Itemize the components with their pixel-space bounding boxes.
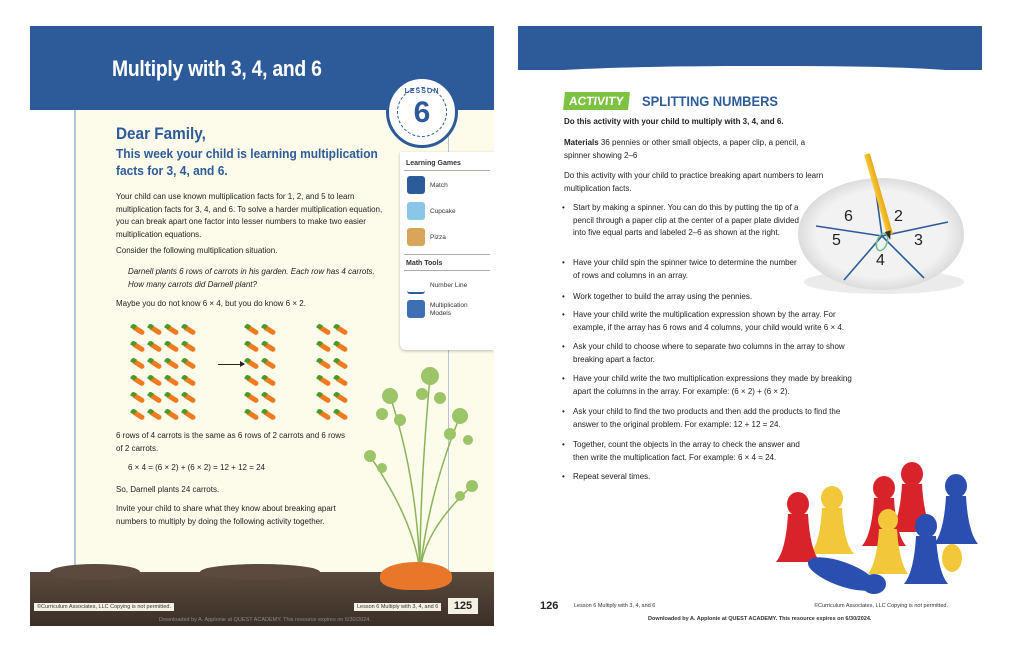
carrot-icon [147, 407, 164, 424]
arrow-icon [218, 364, 244, 365]
step-item [564, 202, 800, 240]
carrot-icon [333, 407, 350, 424]
materials-text [564, 137, 828, 162]
page-number-left: 125 [448, 598, 478, 614]
game-cupcake-label[interactable]: Cupcake [430, 208, 456, 215]
carrot-icon [147, 373, 164, 390]
sidebar-divider [404, 254, 490, 255]
activity-badge: ACTIVITY [563, 92, 630, 110]
subheading: This week your child is learning multiplication facts for 3, 4, and 6. [116, 146, 378, 178]
carrot-icon [181, 407, 198, 424]
step-item [564, 291, 864, 304]
footer-download: Downloaded by A. Applonie at QUEST ACADEMY. This resource expires on 6/30/2024. [648, 616, 872, 622]
tool-number-line-label[interactable]: Number Line [430, 282, 468, 289]
step-item [564, 341, 866, 366]
left-margin [30, 110, 74, 590]
margin-rule [74, 110, 76, 570]
spinner-number: 6 [844, 208, 853, 225]
greeting: Dear Family, [116, 124, 206, 143]
invite-text: Invite your child to share what they know about breaking apart numbers to multiply by doing the following activity together. [116, 504, 336, 526]
intro-paragraph: Your child can use known multiplication facts for 1, 2, and 5 to learn multiplication facts for 3, 4, and 6. To solve a harder multiplication equation, you can break apart one factor into lesser numbers to make two easier multiplication equations. [116, 192, 383, 239]
carrot-icon [130, 356, 147, 373]
so-text: So, Darnell plants 24 carrots. [116, 485, 220, 494]
carrot-icon [147, 390, 164, 407]
match-game-icon[interactable] [407, 176, 425, 194]
carrot-icon [333, 322, 350, 339]
carrot-icon [333, 390, 350, 407]
step-item [564, 257, 800, 282]
carrot-icon [261, 339, 278, 356]
sidebar-divider [404, 170, 490, 171]
equation-text: 6 × 4 = (6 × 2) + (6 × 2) = 12 + 12 = 24 [128, 463, 265, 472]
step-text: • Ask your child to choose where to separate two columns in the array to show breaking apart a factor. [573, 342, 845, 364]
maybe-text: Maybe you do not know 6 × 4, but you do know 6 × 2. [116, 299, 306, 308]
carrot-icon [181, 322, 198, 339]
spinner-number: 2 [894, 208, 903, 225]
carrot-icon [147, 322, 164, 339]
carrot-array-6x2-b [316, 322, 350, 424]
step-text: • Start by making a spinner. You can do this by putting the tip of a pencil through a paper clip at the center of a paper plate divided into five equal parts and labeled 2–6 as shown at the right. [573, 203, 799, 237]
carrot-icon [181, 390, 198, 407]
carrot-icon [333, 356, 350, 373]
carrot-icon [181, 339, 198, 356]
carrot-icon [181, 356, 198, 373]
carrot-icon [164, 407, 181, 424]
right-page [518, 26, 982, 626]
carrot-icon [261, 322, 278, 339]
carrot-icon [147, 356, 164, 373]
footer-lesson: Lesson 6 Multiply with 3, 4, and 6 [354, 603, 441, 611]
carrot-icon [244, 339, 261, 356]
carrot-icon [164, 339, 181, 356]
footer-copyright: ©Curriculum Associates, LLC Copying is not permitted. [34, 603, 174, 611]
activity-title: SPLITTING NUMBERS [642, 93, 778, 109]
left-page [30, 26, 494, 626]
carrot-icon [164, 322, 181, 339]
learning-games-heading: Learning Games [406, 160, 461, 167]
same-as-text: 6 rows of 4 carrots is the same as 6 rows of 2 carrots and 6 rows of 2 carrots. [116, 431, 345, 453]
carrot-icon [244, 373, 261, 390]
math-tools-heading: Math Tools [406, 260, 443, 267]
carrot-icon [316, 322, 333, 339]
game-pizza-label[interactable]: Pizza [430, 234, 446, 241]
spinner-number: 3 [914, 232, 923, 249]
game-pawns-icon [772, 434, 982, 596]
materials-label: Materials [564, 138, 599, 147]
game-match-label[interactable]: Match [430, 182, 448, 189]
carrot-icon [130, 407, 147, 424]
step-item [564, 439, 804, 464]
carrot-icon [333, 339, 350, 356]
page-number-right: 126 [540, 600, 559, 612]
footer-lesson: Lesson 6 Multiply with 3, 4, and 6 [574, 603, 656, 609]
carrot-icon [244, 407, 261, 424]
carrot-icon [261, 407, 278, 424]
carrot-icon [316, 339, 333, 356]
lesson-stamp [386, 76, 458, 148]
tool-multiplication-models-label[interactable]: Multiplication Models [430, 302, 468, 317]
footer-copyright: ©Curriculum Associates, LLC Copying is not permitted. [814, 603, 948, 609]
pizza-game-icon[interactable] [407, 228, 425, 246]
carrot-icon [181, 373, 198, 390]
step-text: • Have your child write the two multiplication expressions they made by breaking apart the columns in the array. For example: (6 × 2) + (6 × 2). [573, 374, 852, 396]
carrot-icon [164, 356, 181, 373]
step-text: • Work together to build the array using the pennies. [573, 292, 753, 301]
step-item [564, 471, 804, 484]
purpose-text: Do this activity with your child to practice breaking apart numbers to learn multiplication facts. [564, 171, 824, 193]
carrot-icon [130, 322, 147, 339]
step-text: • Have your child spin the spinner twice to determine the number of rows and columns in an array. [573, 258, 797, 280]
carrot-icon [164, 390, 181, 407]
resources-sidebar [400, 152, 494, 350]
carrot-icon [316, 373, 333, 390]
carrot-icon [316, 390, 333, 407]
sidebar-divider [404, 270, 490, 271]
activity-lead: Do this activity with your child to multiply with 3, 4, and 6. [564, 117, 784, 126]
carrot-icon [316, 356, 333, 373]
situation-text: Darnell plants 6 rows of carrots in his garden. Each row has 4 carrots. How many carrots did Darnell plant? [128, 267, 375, 289]
consider-text: Consider the following multiplication situation. [116, 246, 278, 255]
number-line-tool-icon[interactable] [407, 276, 425, 294]
carrot-icon [130, 390, 147, 407]
carrot-root-icon [380, 562, 452, 590]
step-item [564, 373, 866, 398]
carrot-icon [333, 373, 350, 390]
lesson-title: Multiply with 3, 4, and 6 [112, 56, 322, 81]
stamp-lesson-number: 6 [413, 96, 431, 129]
multiplication-models-tool-icon[interactable] [407, 300, 425, 318]
carrot-icon [130, 339, 147, 356]
carrot-icon [261, 390, 278, 407]
carrot-array-6x2-a [244, 322, 278, 424]
carrot-array-6x4 [130, 322, 198, 424]
step-item [564, 309, 866, 334]
carrot-icon [130, 373, 147, 390]
carrot-icon [261, 356, 278, 373]
step-text: • Ask your child to find the two products and then add the products to find the answer to the original problem. For example: 12 + 12 = 24. [573, 407, 841, 429]
carrot-icon [244, 322, 261, 339]
materials-list: 36 pennies or other small objects, a paper clip, a pencil, a spinner showing 2–6 [564, 138, 806, 160]
carrot-icon [147, 339, 164, 356]
carrot-icon [316, 407, 333, 424]
step-text: • Together, count the objects in the array to check the answer and then write the multiplication fact. For example: 6 × 4 = 24. [573, 440, 800, 462]
soil-mound [200, 564, 320, 580]
cupcake-game-icon[interactable] [407, 202, 425, 220]
carrot-plant-icon [360, 336, 480, 576]
carrot-icon [164, 373, 181, 390]
step-text: • Repeat several times. [573, 472, 651, 481]
soil-mound [50, 564, 140, 580]
stamp-lesson-word: LESSON [404, 88, 440, 95]
header-band [518, 26, 982, 70]
carrot-icon [244, 390, 261, 407]
spinner-number: 5 [832, 232, 841, 249]
footer-download: Downloaded by A. Applonie at QUEST ACADEMY. This resource expires on 6/30/2024. [159, 617, 371, 623]
carrot-icon [261, 373, 278, 390]
carrot-icon [244, 356, 261, 373]
step-text: • Have your child write the multiplication expression shown by the array. For example, if the array has 6 rows and 4 columns, your child would write 6 × 4. [573, 310, 845, 332]
spinner-number: 4 [876, 252, 885, 269]
step-item [564, 406, 866, 431]
